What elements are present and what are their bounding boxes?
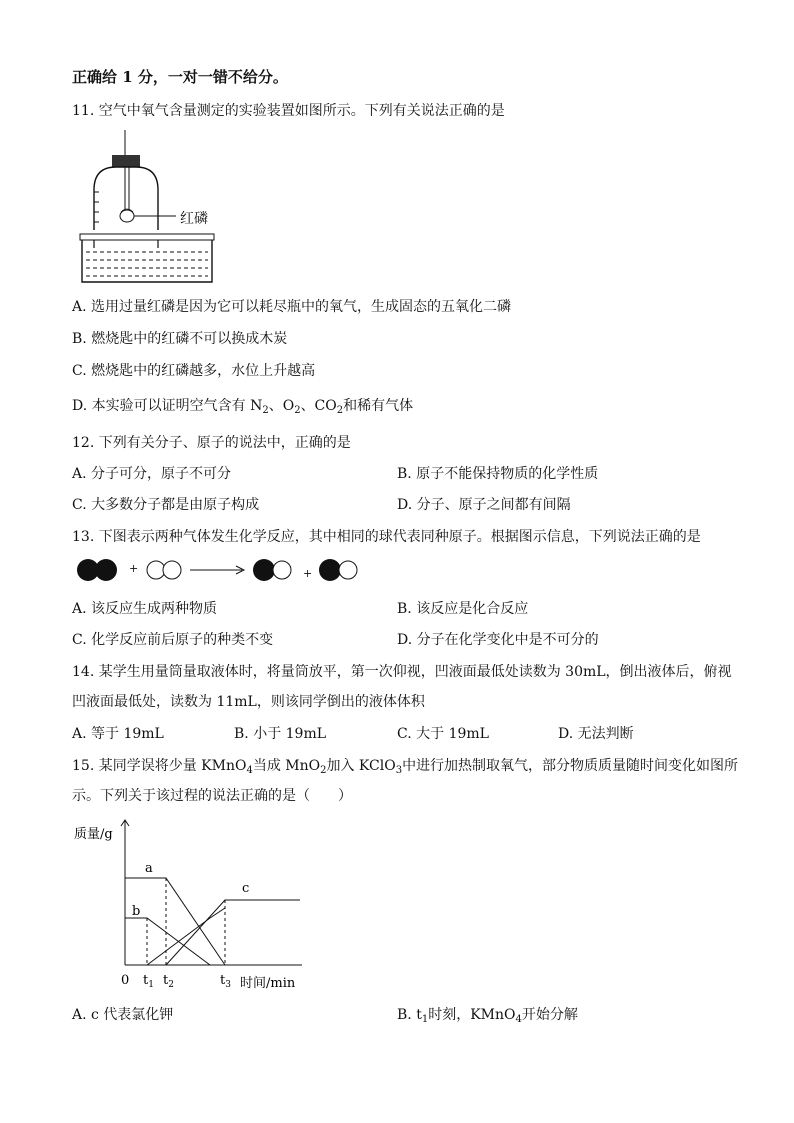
scoring-note: 正确给 1 分，一对一错不给分。 (72, 68, 288, 86)
series-c-line (166, 900, 300, 965)
tick-t1: $t_1$ (143, 973, 154, 990)
chart-ylabel: 质量/g (74, 827, 113, 842)
reactant1-atom2 (95, 559, 117, 581)
q14-option-a: A. 等于 19mL (72, 726, 164, 742)
reactant2-atom2 (163, 561, 181, 579)
q12-option-d: D. 分子、原子之间都有间隔 (397, 497, 571, 513)
q11-option-b: B. 燃烧匙中的红磷不可以换成木炭 (72, 331, 288, 347)
series-a-line (125, 878, 225, 965)
q12-option-b: B. 原子不能保持物质的化学性质 (397, 466, 599, 482)
series-unlabeled-line (147, 908, 225, 965)
q11-option-a: A. 选用过量红磷是因为它可以耗尽瓶中的氧气，生成固态的五氧化二磷 (72, 299, 512, 315)
product1-atom2 (273, 561, 291, 579)
product1-atom1 (253, 559, 275, 581)
q13-plus-1: + (129, 562, 139, 575)
q14-stem-line2: 凹液面最低处，读数为 11mL，则该同学倒出的液体体积 (72, 694, 425, 710)
tick-origin: 0 (121, 973, 130, 988)
q13-option-d: D. 分子在化学变化中是不可分的 (397, 632, 599, 648)
tick-t2: $t_2$ (163, 973, 174, 990)
series-a-label: a (145, 861, 153, 876)
q11-option-d: D. 本实验可以证明空气含有 $N_2$、$O_2$、$CO_2$和稀有气体 (72, 398, 414, 416)
q15-option-b: B. $t_1$时刻，KMnO$_4$开始分解 (397, 1007, 578, 1025)
q13-option-b: B. 该反应是化合反应 (397, 601, 529, 617)
series-b-line (125, 918, 210, 965)
q12-option-c: C. 大多数分子都是由原子构成 (72, 497, 260, 513)
q11-figure-label: 红磷 (180, 211, 208, 227)
q14-option-c: C. 大于 19mL (397, 726, 489, 742)
q12-option-a: A. 分子可分，原子不可分 (72, 466, 232, 482)
q14-stem-line1: 14. 某学生用量筒量取液体时，将量筒放平，第一次仰视，凹液面最低处读数为 30mL，倒出液体后，俯视 (72, 664, 732, 680)
q15-mass-time-chart (70, 820, 310, 1000)
q13-reaction-diagram (76, 556, 376, 586)
q11-stem: 11. 空气中氧气含量测定的实验装置如图所示。下列有关说法正确的是 (72, 103, 505, 119)
reactant2-atom1 (147, 561, 165, 579)
series-c-label: c (242, 881, 250, 896)
q12-stem: 12. 下列有关分子、原子的说法中，正确的是 (72, 435, 351, 451)
q14-option-b: B. 小于 19mL (234, 726, 327, 742)
q13-plus-2: + (303, 567, 313, 580)
q15-stem-line1: 15. 某同学误将少量 KMnO$_4$当成 MnO$_2$加入 KClO$_3$中进行加热制取氧气，部分物质质量随时间变化如图所 (72, 758, 739, 776)
tick-t3: $t_3$ (220, 973, 231, 990)
q11-option-c: C. 燃烧匙中的红磷越多，水位上升越高 (72, 363, 316, 379)
q15-stem-line2: 示。下列关于该过程的说法正确的是（ ） (72, 788, 352, 804)
q13-option-a: A. 该反应生成两种物质 (72, 601, 218, 617)
q13-option-c: C. 化学反应前后原子的种类不变 (72, 632, 274, 648)
chart-xlabel: 时间/min (240, 976, 296, 991)
product2-atom2 (339, 561, 357, 579)
q13-stem: 13. 下图表示两种气体发生化学反应，其中相同的球代表同种原子。根据图示信息，下列说法正确的是 (72, 529, 701, 545)
series-b-label: b (132, 904, 141, 919)
q15-option-a: A. c 代表氯化钾 (72, 1007, 174, 1023)
q14-option-d: D. 无法判断 (558, 726, 634, 742)
product2-atom1 (319, 559, 341, 581)
